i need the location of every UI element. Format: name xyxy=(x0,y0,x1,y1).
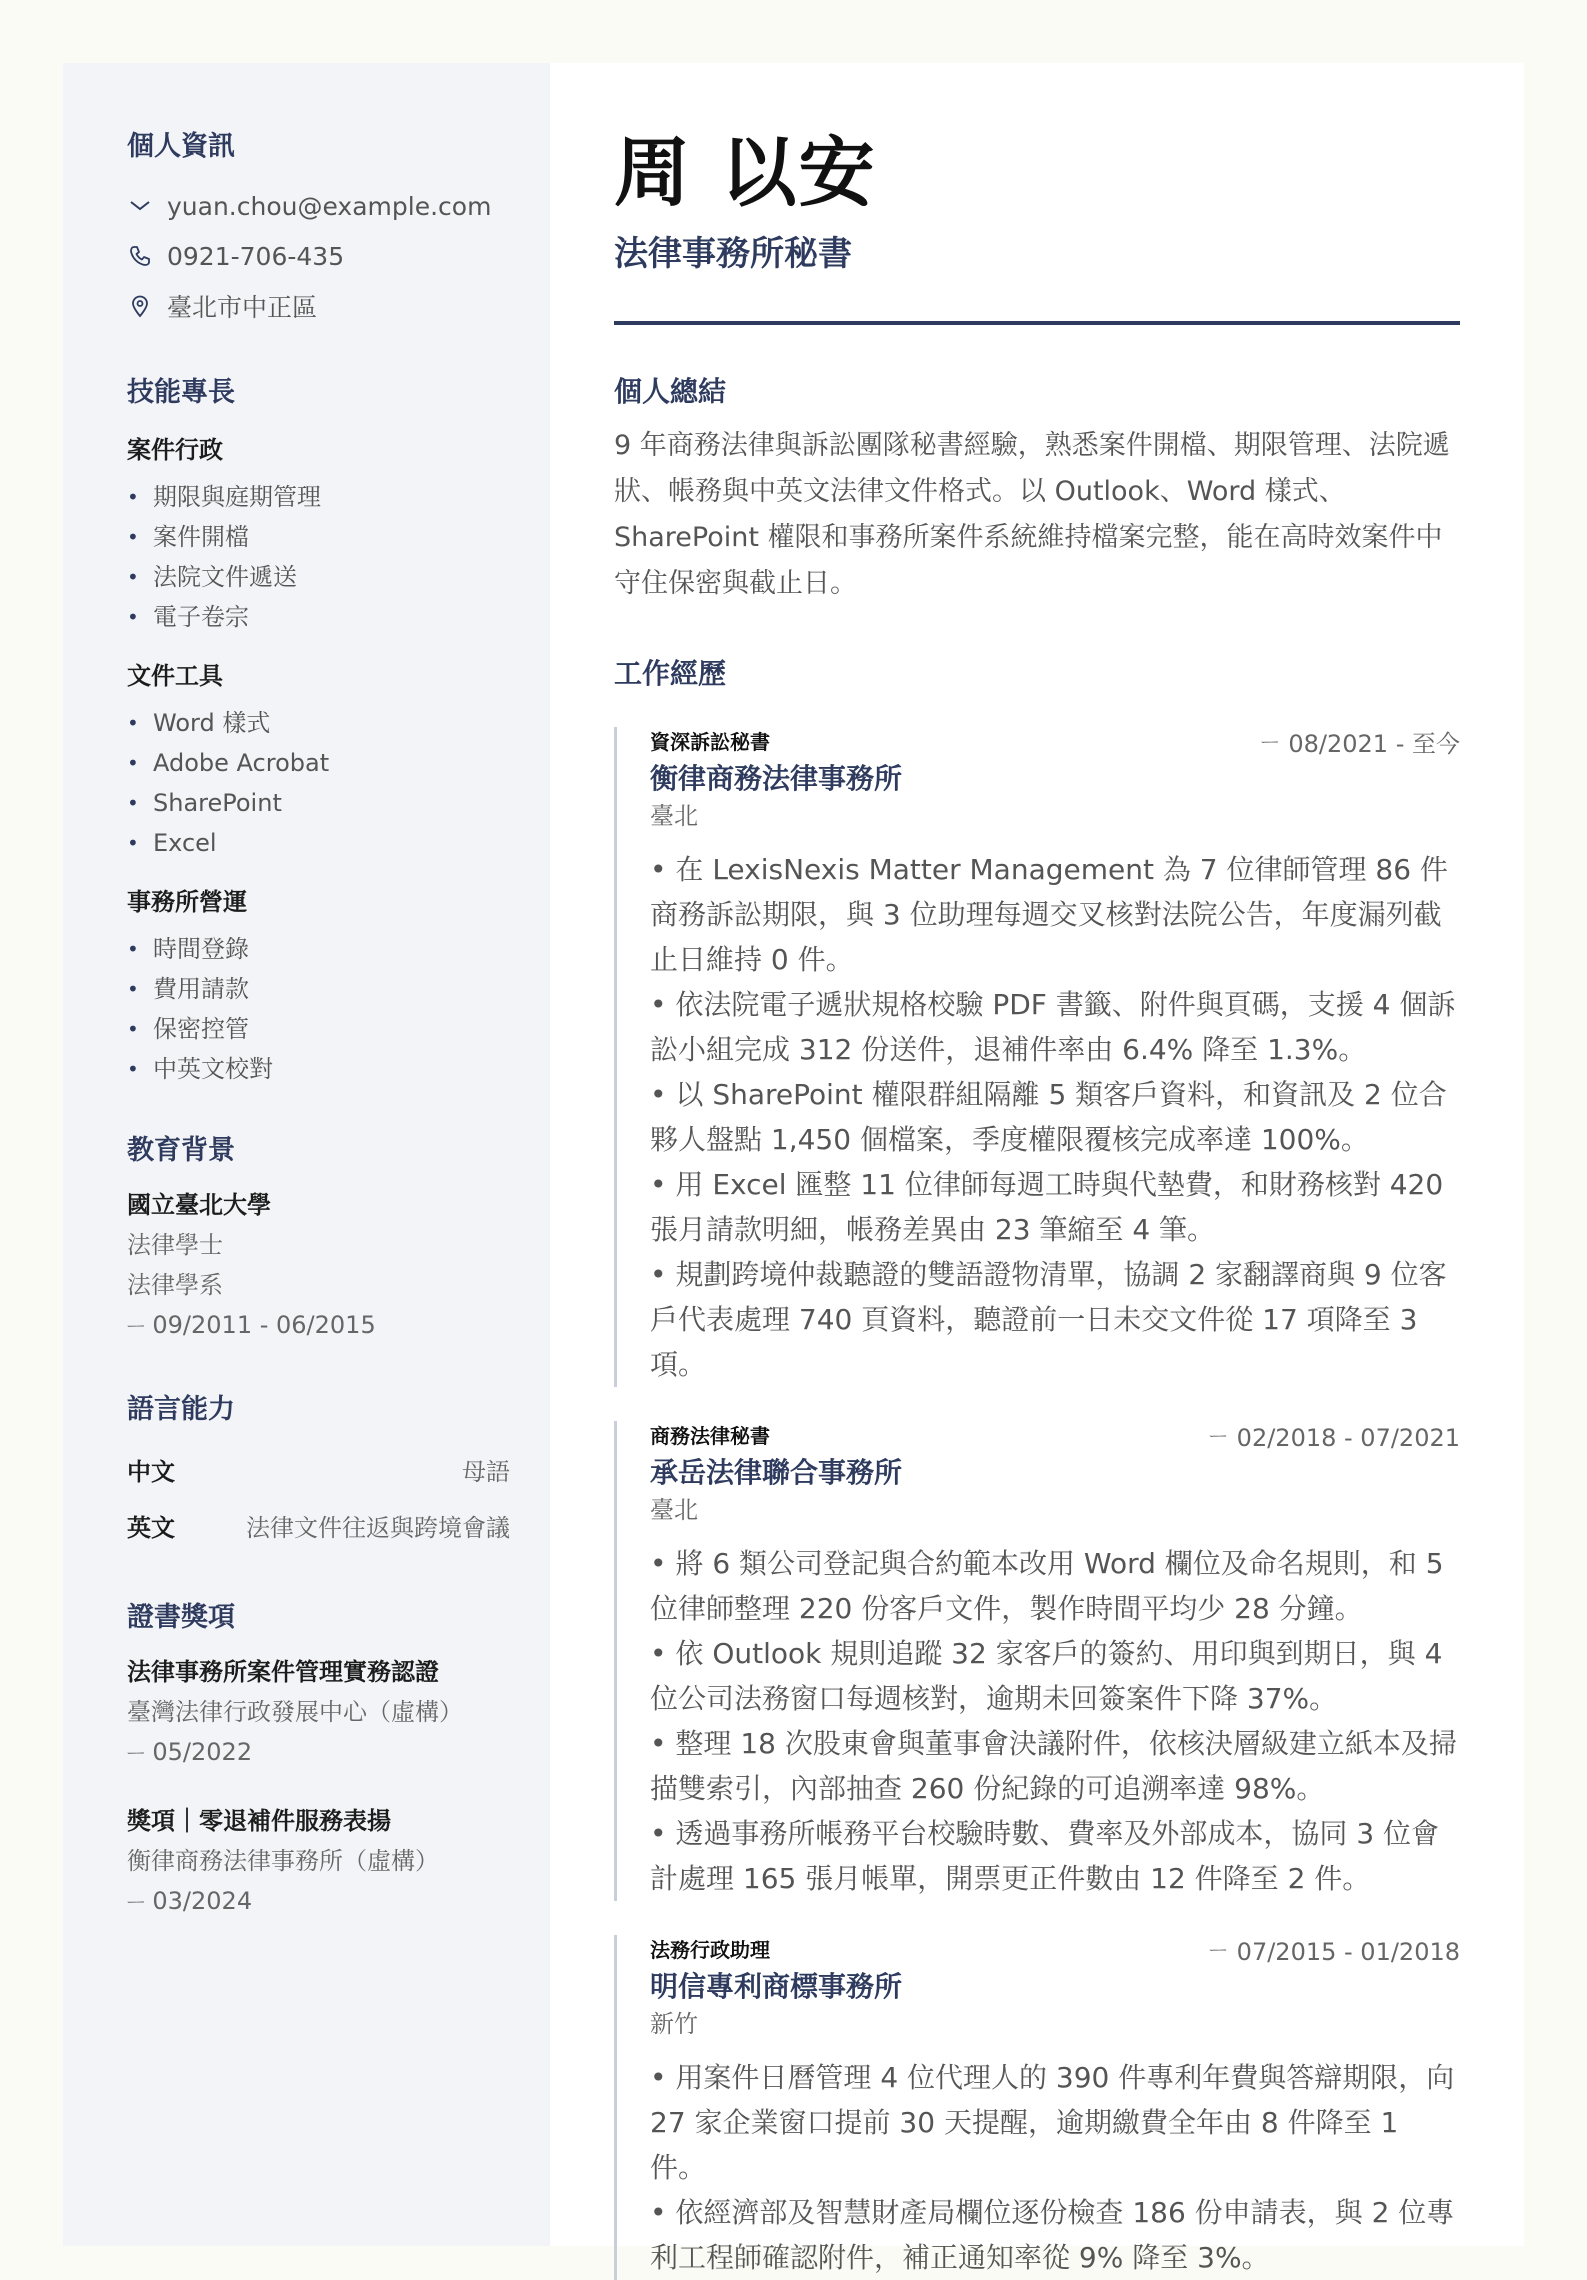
major: 法律學系 xyxy=(127,1271,223,1299)
language-name: 中文 xyxy=(127,1458,175,1486)
job-header xyxy=(650,1935,1460,1967)
personal-info-heading: 個人資訊 xyxy=(127,131,235,162)
job-date xyxy=(1209,1937,1460,1967)
skill-group-title: 案件行政 xyxy=(127,436,223,464)
skill-list xyxy=(127,477,510,637)
person-name: 周 以安 xyxy=(614,128,877,217)
job-bullet: • 透過事務所帳務平台校驗時數、費率及外部成本，協同 3 位會計處理 165 張月帳單，開票更正件數由 12 件降至 2 件。 xyxy=(650,1817,1440,1895)
job-date xyxy=(1209,1423,1460,1453)
languages-heading: 語言能力 xyxy=(127,1394,235,1425)
job-role: 商務法律秘書 xyxy=(650,1424,770,1448)
calendar-icon: ᅳ xyxy=(127,1893,145,1914)
email-row xyxy=(127,181,510,231)
skill-group-title: 文件工具 xyxy=(127,662,223,690)
calendar-icon: ᅳ xyxy=(1209,1941,1227,1962)
list-item: • 費用請款 xyxy=(127,969,510,1009)
languages-section xyxy=(127,1392,510,1556)
language-row xyxy=(127,1444,510,1500)
job-bullet: • 依法院電子遞狀規格校驗 PDF 書籤、附件與頁碼，支援 4 個訴訟小組完成 312 份送件，退補件率由 6.4% 降至 1.3%。 xyxy=(650,988,1456,1066)
skill-item: 法院文件遞送 xyxy=(153,563,297,591)
skill-list xyxy=(127,703,510,863)
job-bullet: • 依經濟部及智慧財產局欄位逐份檢查 186 份申請表，與 2 位專利工程師確認附件，補正通知率從 9% 降至 3%。 xyxy=(650,2196,1455,2274)
list-item: • Excel xyxy=(127,823,510,863)
skill-item: Adobe Acrobat xyxy=(153,749,330,777)
degree: 法律學士 xyxy=(127,1231,223,1259)
cert-title: 法律事務所案件管理實務認證 xyxy=(127,1658,439,1686)
job-date-text: 08/2021 - 至今 xyxy=(1288,730,1460,758)
job-title: 法律事務所秘書 xyxy=(614,234,852,274)
calendar-icon: ᅳ xyxy=(127,1744,145,1765)
summary-heading: 個人總結 xyxy=(614,375,727,408)
phone-row xyxy=(127,231,510,281)
job-company: 承岳法律聯合事務所 xyxy=(650,1456,903,1489)
skill-item: SharePoint xyxy=(153,789,282,817)
skill-item: 中英文校對 xyxy=(153,1055,273,1083)
skill-item: 時間登錄 xyxy=(153,935,249,963)
language-level: 母語 xyxy=(462,1458,510,1486)
skill-item: 案件開檔 xyxy=(153,523,249,551)
job-entry xyxy=(614,1935,1460,2280)
list-item: • SharePoint xyxy=(127,783,510,823)
job-date xyxy=(1261,729,1460,759)
job-location: 臺北 xyxy=(650,1496,698,1524)
divider xyxy=(614,321,1460,325)
skill-item: 期限與庭期管理 xyxy=(153,483,321,511)
skill-item: 電子卷宗 xyxy=(153,603,249,631)
chevron-icon xyxy=(127,199,153,213)
skill-item: Word 樣式 xyxy=(153,709,271,737)
list-item: • 期限與庭期管理 xyxy=(127,477,510,517)
job-location: 臺北 xyxy=(650,802,698,830)
skills-section xyxy=(127,375,510,1089)
skill-item: 保密控管 xyxy=(153,1015,249,1043)
language-row xyxy=(127,1500,510,1556)
language-name: 英文 xyxy=(127,1514,175,1542)
calendar-icon: ᅳ xyxy=(1260,733,1279,754)
job-bullet: • 將 6 類公司登記與合約範本改用 Word 欄位及命名規則，和 5 位律師整理 220 份客戶文件，製作時間平均少 28 分鐘。 xyxy=(650,1547,1444,1625)
education-heading: 教育背景 xyxy=(127,1135,235,1166)
job-location: 新竹 xyxy=(650,2010,698,2038)
cert-date xyxy=(127,1881,510,1924)
calendar-icon: ᅳ xyxy=(127,1317,145,1338)
education-dates xyxy=(127,1305,510,1348)
cert-issuer: 臺灣法律行政發展中心（虛構） xyxy=(127,1698,463,1726)
education-dates-text: 09/2011 - 06/2015 xyxy=(152,1311,376,1339)
job-bullet: • 用 Excel 匯整 11 位律師每週工時與代墊費，和財務核對 420 張月請款明細，帳務差異由 23 筆縮至 4 筆。 xyxy=(650,1168,1444,1246)
cert-date xyxy=(127,1732,510,1775)
list-item: • 中英文校對 xyxy=(127,1049,510,1089)
main-content xyxy=(550,63,1524,2274)
cert-date-text: 03/2024 xyxy=(152,1887,253,1915)
skill-item: Excel xyxy=(153,829,217,857)
certs-heading: 證書獎項 xyxy=(127,1602,235,1633)
cert-title: 獎項｜零退補件服務表揚 xyxy=(127,1807,391,1835)
job-bullet: • 在 LexisNexis Matter Management 為 7 位律師管理 86 件商務訴訟期限，與 3 位助理每週交叉核對法院公告，年度漏列截止日維持 0 件。 xyxy=(650,853,1448,976)
list-item: • 時間登錄 xyxy=(127,929,510,969)
certs-section xyxy=(127,1600,510,1924)
location-row xyxy=(127,281,510,331)
email-text[interactable]: yuan.chou@example.com xyxy=(167,191,492,221)
list-item: • Adobe Acrobat xyxy=(127,743,510,783)
skills-heading: 技能專長 xyxy=(127,377,235,408)
list-item: • 電子卷宗 xyxy=(127,597,510,637)
job-bullet: • 用案件日曆管理 4 位代理人的 390 件專利年費與答辯期限，向 27 家企業窗口提前 30 天提醒，逾期繳費全年由 8 件降至 1 件。 xyxy=(650,2061,1455,2184)
job-bullet: • 依 Outlook 規則追蹤 32 家客戶的簽約、用印與到期日，與 4 位公司法務窗口每週核對，逾期未回簽案件下降 37%。 xyxy=(650,1637,1443,1715)
calendar-icon: ᅳ xyxy=(1209,1427,1227,1448)
sidebar xyxy=(63,63,550,2246)
job-role: 資深訴訟秘書 xyxy=(650,730,770,754)
job-header xyxy=(650,1421,1460,1453)
job-company: 衡律商務法律事務所 xyxy=(650,762,903,795)
job-date-text: 02/2018 - 07/2021 xyxy=(1236,1424,1460,1452)
job-bullet: • 整理 18 次股東會與董事會決議附件，依核決層級建立紙本及掃描雙索引，內部抽查 260 份紀錄的可追溯率達 98%。 xyxy=(650,1727,1457,1805)
job-bullet: • 規劃跨境仲裁聽證的雙語證物清單，協調 2 家翻譯商與 9 位客戶代表處理 740 頁資料，聽證前一日未交文件從 17 項降至 3 項。 xyxy=(650,1258,1447,1381)
pin-icon xyxy=(127,295,153,317)
location-text: 臺北市中正區 xyxy=(167,293,318,322)
job-entry xyxy=(614,1421,1460,1901)
phone-text: 0921-706-435 xyxy=(167,241,345,271)
skill-list xyxy=(127,929,510,1089)
phone-icon xyxy=(127,245,153,267)
language-level: 法律文件往返與跨境會議 xyxy=(246,1514,510,1542)
job-bullet: • 以 SharePoint 權限群組隔離 5 類客戶資料，和資訊及 2 位合夥人盤點 1,450 個檔案，季度權限覆核完成率達 100%。 xyxy=(650,1078,1447,1156)
job-company: 明信專利商標事務所 xyxy=(650,1970,903,2003)
job-header xyxy=(650,727,1460,759)
cert-date-text: 05/2022 xyxy=(152,1738,253,1766)
skill-item: 費用請款 xyxy=(153,975,249,1003)
work-heading: 工作經歷 xyxy=(614,657,727,690)
school-name: 國立臺北大學 xyxy=(127,1191,271,1219)
job-role: 法務行政助理 xyxy=(650,1938,770,1962)
list-item: • Word 樣式 xyxy=(127,703,510,743)
education-section xyxy=(127,1133,510,1348)
personal-info-section xyxy=(127,129,510,331)
list-item: • 案件開檔 xyxy=(127,517,510,557)
cert-issuer: 衡律商務法律事務所（虛構） xyxy=(127,1847,439,1875)
resume-page xyxy=(63,63,1524,2274)
list-item: • 保密控管 xyxy=(127,1009,510,1049)
skill-group-title: 事務所營運 xyxy=(127,888,247,916)
job-entry xyxy=(614,727,1460,1387)
job-date-text: 07/2015 - 01/2018 xyxy=(1236,1938,1460,1966)
list-item: • 法院文件遞送 xyxy=(127,557,510,597)
summary-text: 9 年商務法律與訴訟團隊秘書經驗，熟悉案件開檔、期限管理、法院遞狀、帳務與中英文法律文件格式。以 Outlook、Word 樣式、SharePoint 權限和事務所案件系統維持檔案完整，能在高時效案件中守住保密與截止日。 xyxy=(614,430,1450,599)
